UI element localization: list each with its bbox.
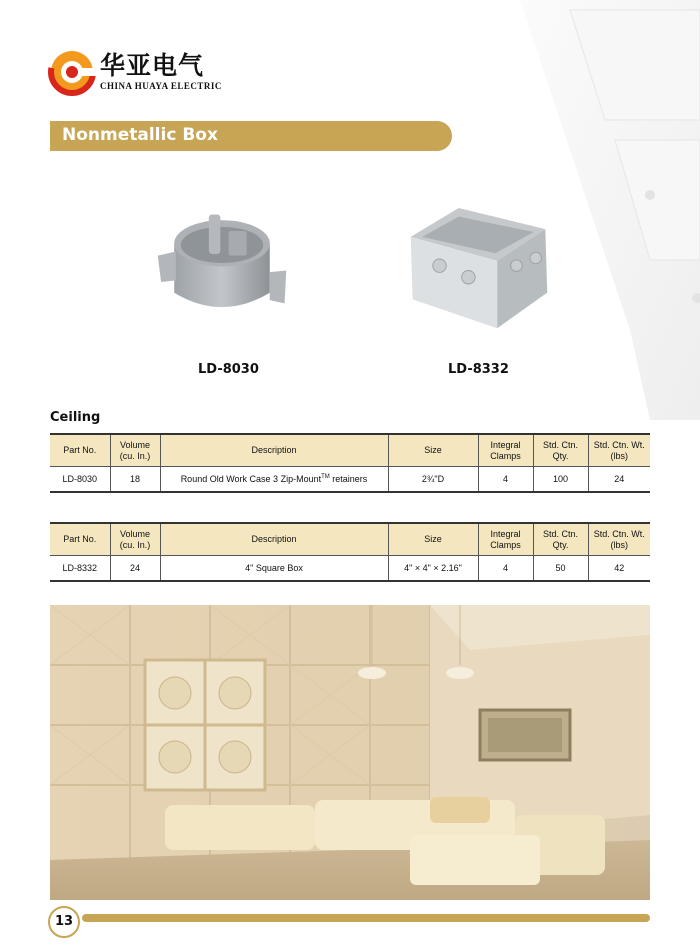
product-model-label: LD-8030: [198, 362, 259, 377]
footer-bar: [82, 914, 650, 922]
cell-qty: 50: [533, 556, 588, 582]
brand-name-english: CHINA HUAYA ELECTRIC: [100, 81, 222, 91]
huaya-logo-icon: [48, 48, 96, 96]
table-header-row: [50, 434, 650, 467]
page-number: 13: [48, 906, 80, 938]
header-qty: Std. Ctn. Qty.: [533, 434, 588, 467]
product-ld8030: [142, 198, 302, 377]
cell-volume: 18: [110, 467, 160, 493]
brand-name-chinese: 华亚电气: [100, 51, 205, 80]
cell-part-no: LD-8030: [62, 474, 98, 484]
cell-weight: 42: [588, 556, 650, 582]
cell-clamps: 4: [478, 467, 533, 493]
cell-description: [160, 467, 388, 493]
cell-part-no: LD-8332: [62, 563, 98, 573]
cell-volume: 24: [110, 556, 160, 582]
interior-room-photo: [50, 605, 650, 900]
cell-qty: 100: [533, 467, 588, 493]
product-ld8332: [398, 208, 558, 377]
header-qty: Std. Ctn. Qty.: [533, 523, 588, 556]
header-weight: Std. Ctn. Wt. (lbs): [588, 523, 650, 556]
cell-size: 4" × 4" × 2.16": [388, 556, 478, 582]
table-header-row: [50, 523, 650, 556]
cell-clamps: 4: [478, 556, 533, 582]
header-volume: Volume (cu. In.): [110, 434, 160, 467]
section-title: Nonmetallic Box: [62, 125, 218, 145]
square-box-image: [398, 208, 558, 333]
spec-table-ld8030: [50, 433, 650, 493]
company-logo: [48, 48, 248, 98]
spec-table-ld8332: [50, 522, 650, 582]
header-part-no: Part No.: [50, 523, 110, 556]
header-clamps: Integral Clamps: [478, 434, 533, 467]
header-size: Size: [388, 523, 478, 556]
cell-weight: 24: [588, 467, 650, 493]
header-size: Size: [388, 434, 478, 467]
header-description: Description: [160, 434, 388, 467]
cell-size: 2¾"D: [388, 467, 478, 493]
trademark-mark: TM: [321, 474, 330, 480]
header-clamps: Integral Clamps: [478, 523, 533, 556]
table-row: [50, 556, 650, 582]
description-text: Round Old Work Case 3 Zip-Mount: [180, 474, 322, 484]
group-heading: Ceiling: [50, 410, 101, 425]
round-box-image: [142, 198, 302, 338]
header-volume: Volume (cu. In.): [110, 523, 160, 556]
cell-description: 4" Square Box: [160, 556, 388, 582]
header-part-no: Part No.: [50, 434, 110, 467]
header-description: Description: [160, 523, 388, 556]
table-row: [50, 467, 650, 493]
product-model-label: LD-8332: [448, 362, 509, 377]
section-title-bar: [50, 121, 452, 151]
description-tail: retainers: [329, 474, 368, 484]
header-weight: Std. Ctn. Wt. (lbs): [588, 434, 650, 467]
